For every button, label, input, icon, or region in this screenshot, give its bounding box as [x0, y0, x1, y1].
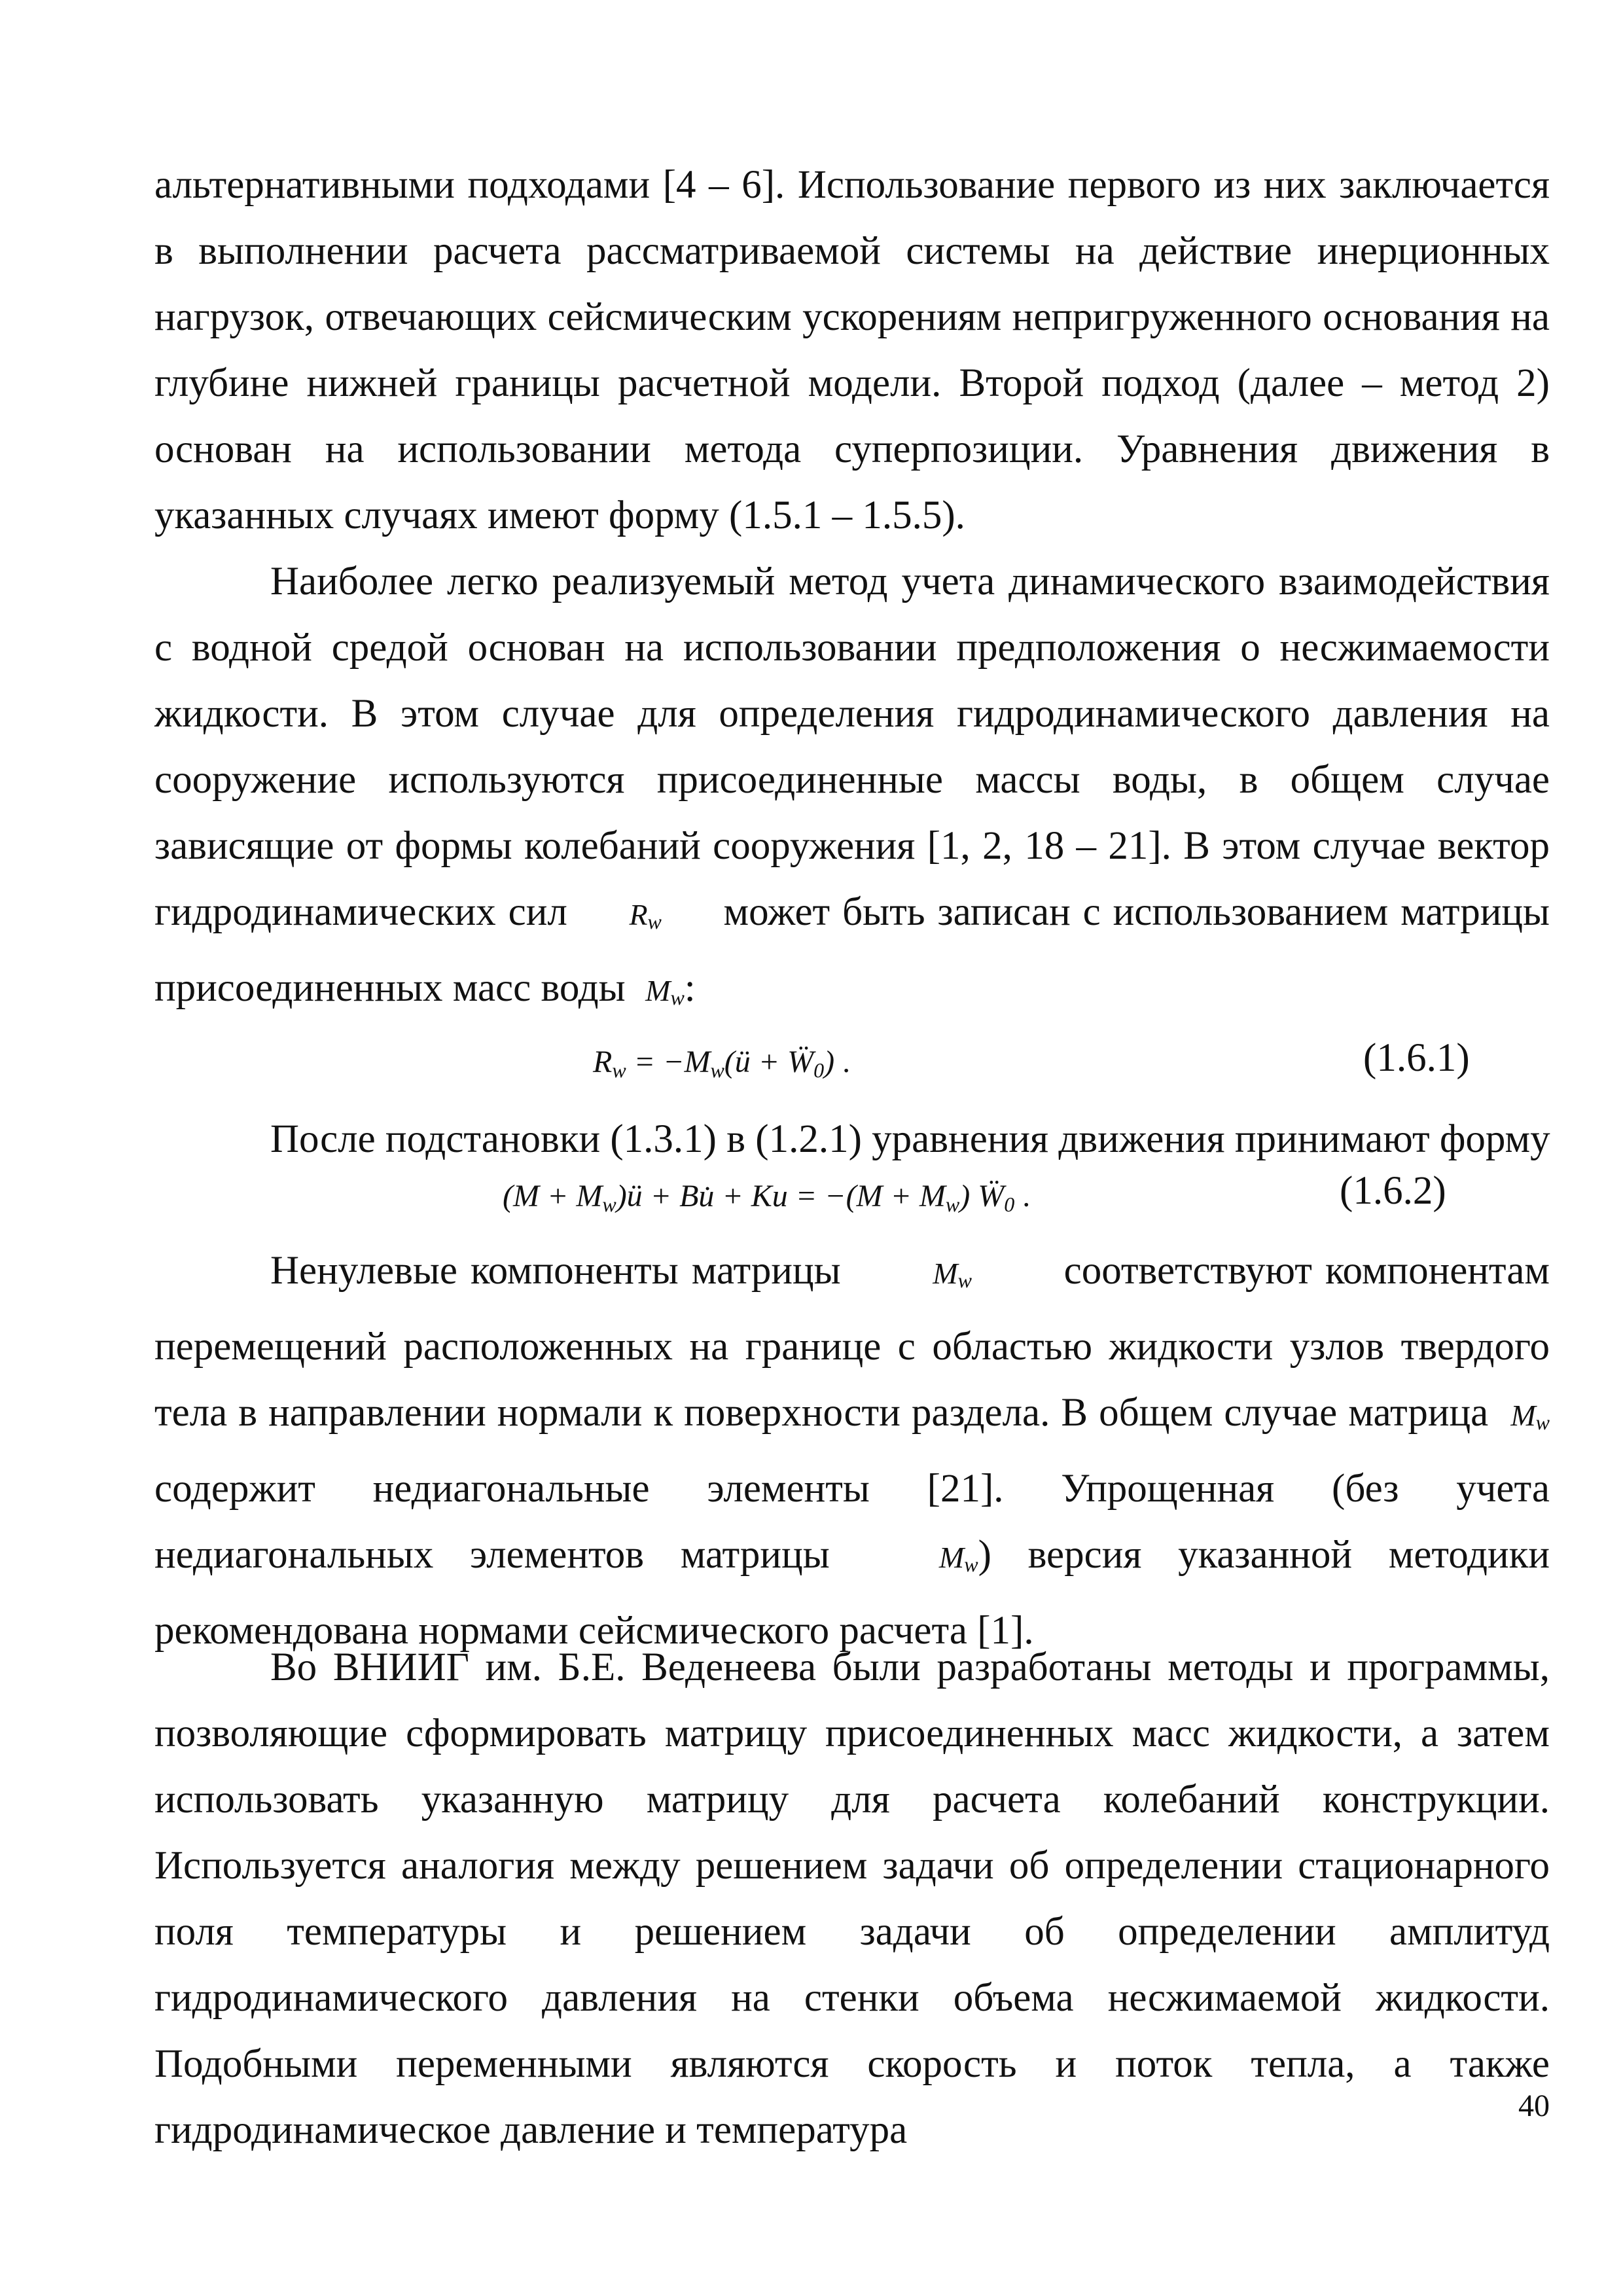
paragraph-2-part-c: :: [684, 966, 696, 1010]
symbol-Rw: $R_w$: [629, 898, 662, 933]
symbol-Mw: $M_w$: [645, 974, 685, 1009]
paragraph-4-part-d: ) версия указанной методики рекомендована нормами сейсмического расчета [1].: [154, 1533, 1550, 1653]
symbol-Mw-2: $M_w$: [933, 1257, 972, 1292]
symbol-Mw-3: $M_w$: [1510, 1399, 1550, 1434]
paragraph-1: [154, 152, 1550, 548]
paragraph-3: [154, 1106, 1550, 1172]
symbol-Mw-4: $M_w$: [938, 1541, 978, 1576]
equation-1-6-1: $R_w$ = $-M_w(ü$ + Ẅ$_0$) .: [593, 1045, 851, 1082]
page-number: 40: [1518, 2089, 1550, 2123]
paragraph-4-part-c: содержит недиагональные элементы [21]. Упрощенная (без учета недиагональных элементов матрицы: [154, 1467, 1550, 1577]
paragraph-5: [154, 1634, 1550, 2163]
equation-number-1: (1.6.1): [1363, 1036, 1470, 1080]
paragraph-2-part-b: может быть записан с использованием матрицы присоединенных масс воды: [154, 890, 1550, 1010]
paragraph-4-text: [154, 1238, 1550, 1664]
paragraph-5-text: Во ВНИИГ им. Б.Е. Веденеева были разработаны методы и программы, позволяющие сформировать матрицу присоединенных масс жидкости, а затем использовать указанную матрицу для расчета колебаний конструкции. Используется аналогия между решением задачи об определении стационарного поля температуры и решением задачи об определении амплитуд гидродинамического давления на стенки объема несжимаемой жидкости. Подобными переменными являются скорость и поток тепла, а также гидродинамическое давление и температура: [154, 1645, 1550, 2152]
paragraph-4: [154, 1238, 1550, 1664]
paragraph-4-part-b: соответствуют компонентам перемещений расположенных на границе с областью жидкости узлов твердого тела в направлении нормали к поверхности раздела. В общем случае матрица: [154, 1249, 1550, 1435]
paragraph-1-text: альтернативными подходами [4 – 6]. Использование первого из них заключается в выполнении расчета рассматриваемой системы на действие инерционных нагрузок, отвечающих сейсмическим ускорениям непригруженного основания на глубине нижней границы расчетной модели. Второй подход (далее – метод 2) основан на использовании метода суперпозиции. Уравнения движения в указанных случаях имеют форму (1.5.1 – 1.5.5).: [154, 163, 1550, 537]
equation-1-6-2: $(M + M_w)ü$ + Bu̇ + $Ku = -(M + M_w)$ Ẅ$_0$ .: [503, 1179, 1031, 1216]
paragraph-3-text: После подстановки (1.3.1) в (1.2.1) уравнения движения принимают форму: [270, 1117, 1550, 1161]
equation-number-2: (1.6.2): [1340, 1169, 1446, 1213]
paragraph-2-text: [154, 548, 1550, 1031]
paragraph-4-part-a: Ненулевые компоненты матрицы: [270, 1249, 841, 1293]
paragraph-2-part-a: Наиболее легко реализуемый метод учета динамического взаимодействия с водной средой основан на использовании предположения о несжимаемости жидкости. В этом случае для определения гидродинамического давления на сооружение используются присоединенные массы воды, в общем случае зависящие от формы колебаний сооружения [1, 2, 18 – 21]. В этом случае вектор гидродинамических сил: [154, 560, 1550, 934]
paragraph-2: [154, 548, 1550, 1031]
